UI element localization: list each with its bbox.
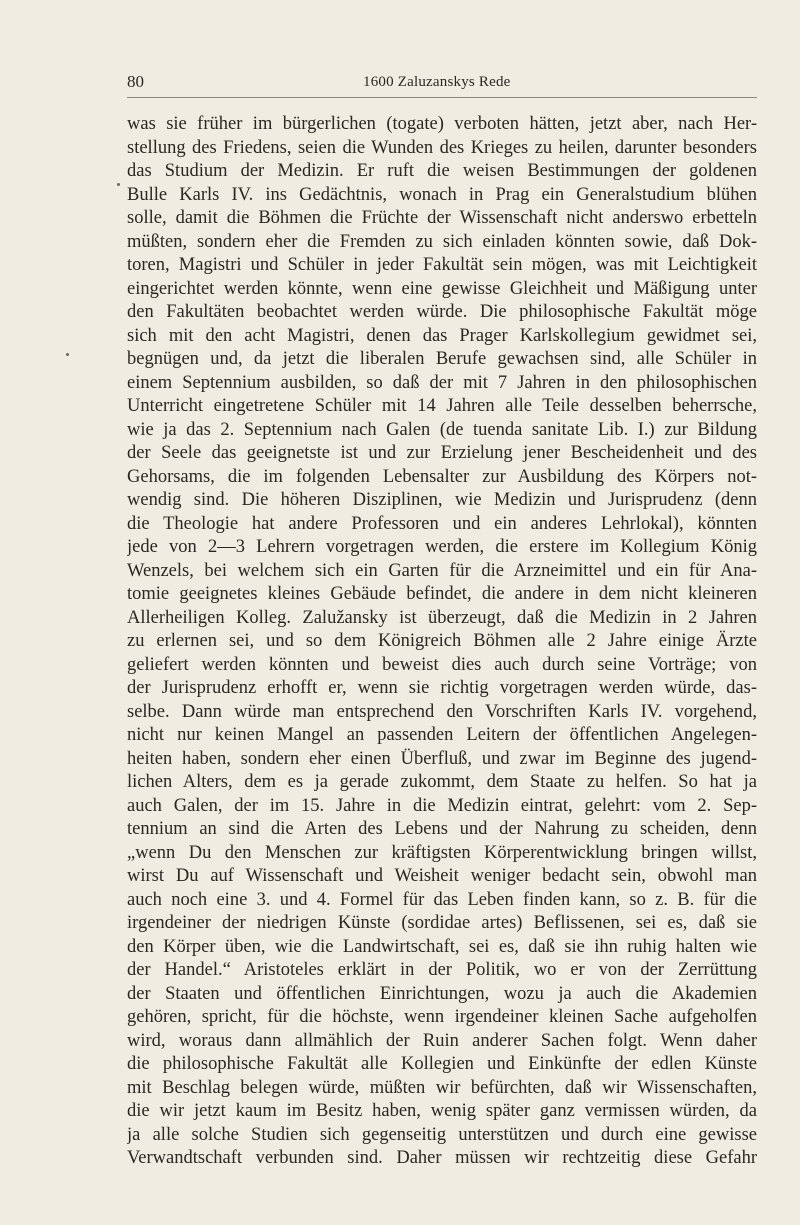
margin-mark [66, 353, 69, 356]
text-line: selbe. Dann würde man entsprechend den Vorschriften Karls IV. vorgehend, [127, 701, 757, 722]
text-line: geliefert werden könnten und beweist dies auch durch seine Vorträge; von [127, 654, 757, 675]
page-number: 80 [127, 72, 144, 91]
text-line: wird, woraus dann allmählich der Ruin anderer Sachen folgt. Wenn daher [127, 1030, 757, 1051]
text-line: auch Galen, der im 15. Jahre in die Medizin eintrat, gelehrt: vom 2. Sep- [127, 795, 757, 816]
text-line: wie ja das 2. Septennium nach Galen (de tuenda sanitate Lib. I.) zur Bildung [127, 419, 757, 440]
text-line: ja alle solche Studien sich gegenseitig unterstützen und durch eine gewisse [127, 1124, 757, 1145]
text-line: begnügen und, da jetzt die liberalen Berufe gewachsen sind, alle Schüler in [127, 349, 757, 369]
text-line: müßten, sondern eher die Fremden zu sich einladen könnten sowie, daß Dok- [127, 231, 757, 252]
body-text [127, 113, 757, 1171]
text-line: Verwandtschaft verbunden sind. Daher müssen wir rechtzeitig diese Gefahr [127, 1148, 757, 1168]
text-line: den Körper üben, wie die Landwirtschaft, sei es, daß sie ihn ruhig halten wie [127, 936, 757, 957]
text-line: Allerheiligen Kolleg. Zalužansky ist überzeugt, daß die Medizin in 2 Jahren [127, 607, 757, 628]
text-line: lichen Alters, dem es ja gerade zukommt, dem Staate zu helfen. So hat ja [127, 772, 757, 792]
text-line: der Staaten und öffentlichen Einrichtungen, wozu ja auch die Akademien [127, 983, 757, 1004]
text-line: tomie geeignetes kleines Gebäude befindet, die andere in dem nicht kleineren [127, 584, 757, 604]
text-line: die wir jetzt kaum im Besitz haben, wenig später ganz vermissen würden, da [127, 1101, 757, 1121]
text-line: einem Septennium ausbilden, so daß der mit 7 Jahren in den philosophischen [127, 372, 757, 393]
text-line: der Seele das geeignetste ist und zur Erzielung jener Bescheidenheit und des [127, 443, 757, 463]
running-head: 1600 Zaluzanskys Rede [363, 74, 511, 90]
text-line: zu erlernen sei, und so dem Königreich Böhmen alle 2 Jahre einige Ärzte [127, 631, 757, 651]
text-line: Gehorsams, die im folgenden Lebensalter zur Ausbildung des Körpers not- [127, 466, 757, 487]
text-line: die Theologie hat andere Professoren und ein anderes Lehrlokal), könnten [127, 513, 757, 534]
text-line: gehören, spricht, für die höchste, wenn irgendeiner kleinen Sache aufgeholfen [127, 1007, 757, 1027]
margin-mark [117, 183, 120, 186]
page-header [127, 72, 757, 96]
text-line: „wenn Du den Menschen zur kräftigsten Körperentwicklung bringen willst, [127, 842, 757, 863]
text-line: solle, damit die Böhmen die Früchte der Wissenschaft nicht anderswo erbetteln [127, 208, 757, 228]
text-line: Unterricht eingetretene Schüler mit 14 Jahren alle Teile desselben beherrsche, [127, 396, 757, 416]
text-line: Bulle Karls IV. ins Gedächtnis, wonach in Prag ein Generalstudium blühen [127, 184, 757, 205]
text-line: die philosophische Fakultät alle Kollegien und Einkünfte der edlen Künste [127, 1054, 757, 1074]
text-line: der Jurisprudenz erhofft er, wenn sie richtig vorgetragen werden würde, das- [127, 678, 757, 698]
text-line: eingerichtet werden könnte, wenn eine gewisse Gleichheit und Mäßigung unter [127, 278, 757, 299]
text-line: sich mit den acht Magistri, denen das Prager Karlskollegium gewidmet sei, [127, 325, 757, 346]
text-line: jede von 2—3 Lehrern vorgetragen werden, die erstere im Kollegium König [127, 537, 757, 557]
text-line: den Fakultäten beobachtet werden würde. Die philosophische Fakultät möge [127, 302, 757, 322]
text-line: toren, Magistri und Schüler in jeder Fakultät sein mögen, was mit Leichtigkeit [127, 255, 757, 275]
text-line: wendig sind. Die höheren Disziplinen, wie Medizin und Jurisprudenz (denn [127, 490, 757, 510]
text-line: das Studium der Medizin. Er ruft die weisen Bestimmungen der goldenen [127, 161, 757, 181]
text-line: auch noch eine 3. und 4. Formel für das Leben finden kann, so z. B. für die [127, 889, 757, 910]
text-line: nicht nur keinen Mangel an passenden Leitern der öffentlichen Angelegen- [127, 725, 757, 745]
text-line: stellung des Friedens, seien die Wunden des Krieges zu heilen, darunter besonders [127, 137, 757, 158]
text-line: der Handel.“ Aristoteles erklärt in der Politik, wo er von der Zerrüttung [127, 960, 757, 980]
text-line: was sie früher im bürgerlichen (togate) verboten hätten, jetzt aber, nach Her- [127, 114, 757, 134]
header-rule [127, 97, 757, 98]
text-line: heiten haben, sondern eher einen Überfluß, und zwar im Beginne des jugend- [127, 748, 757, 769]
text-line: mit Beschlag belegen würde, müßten wir befürchten, daß wir Wissenschaften, [127, 1077, 757, 1098]
text-line: irgendeiner der niedrigen Künste (sordidae artes) Beflissenen, sei es, daß sie [127, 913, 757, 933]
text-line: wirst Du auf Wissenschaft und Weisheit weniger bedacht sein, obwohl man [127, 866, 757, 886]
text-line: Wenzels, bei welchem sich ein Garten für die Arzneimittel und ein für Ana- [127, 560, 757, 581]
text-line: tennium an sind die Arten des Lebens und der Nahrung zu scheiden, denn [127, 819, 757, 839]
